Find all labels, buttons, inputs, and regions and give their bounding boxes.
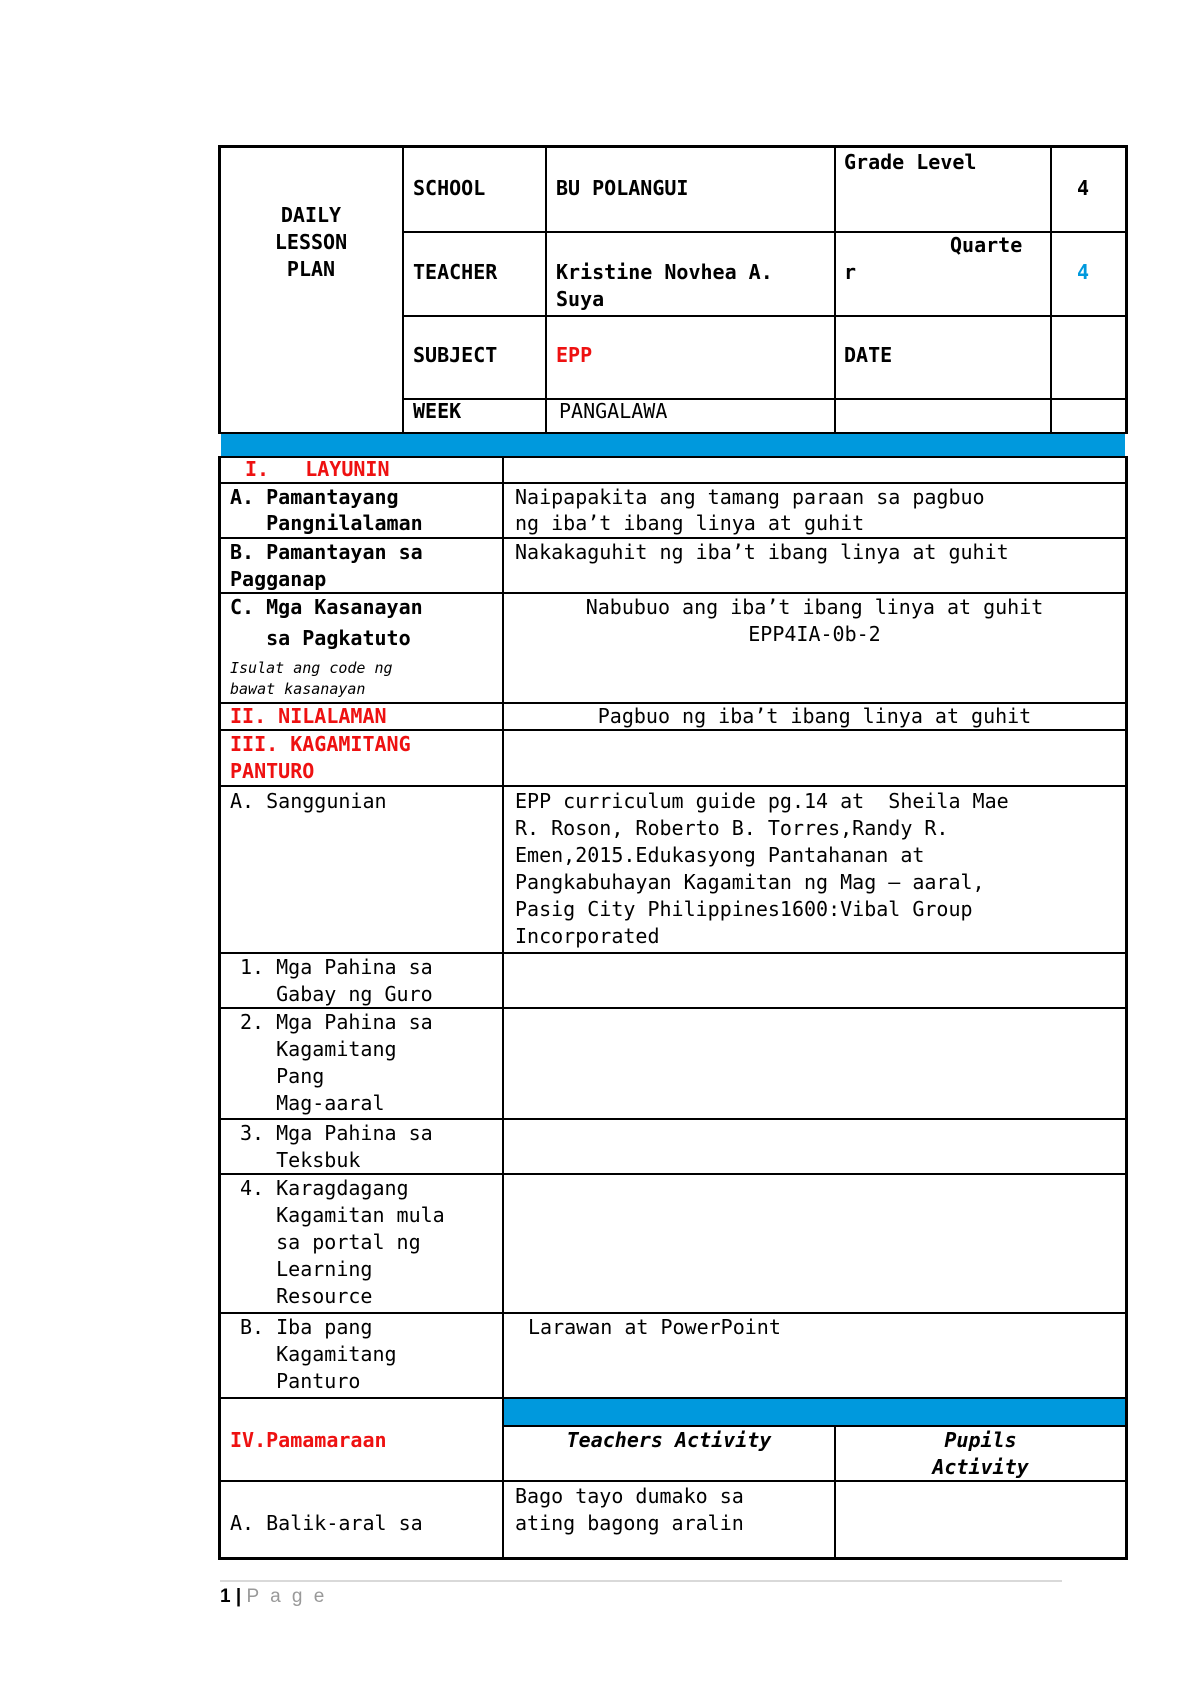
pamantayan-sa-pagganap-value: Nakakaguhit ng iba’t ibang linya at guhit	[515, 540, 1009, 564]
kasanayan-value-1: Nabubuo ang iba’t ibang linya at guhit	[585, 595, 1044, 619]
teachers-activity-header: Teachers Activity	[566, 1428, 772, 1452]
subject-label: SUBJECT	[413, 343, 498, 367]
dlp-title-line2: LESSON	[274, 230, 348, 254]
grade-level-label: Grade Level	[844, 150, 977, 174]
sanggunian-value-line: Incorporated	[515, 924, 660, 948]
dlp-title-line3: PLAN	[286, 257, 336, 281]
pamantayang-pangnilalaman-label-1: A. Pamantayang	[230, 485, 399, 509]
kagamitang-mag-aaral-label: 2. Mga Pahina sa	[240, 1010, 433, 1034]
date-label: DATE	[844, 343, 893, 367]
iba-pang-kagamitan-label: B. Iba pang	[240, 1315, 373, 1339]
sanggunian-value-line: R. Roson, Roberto B. Torres,Randy R.	[515, 816, 949, 840]
school-label: SCHOOL	[413, 176, 486, 200]
sanggunian-value-line: EPP curriculum guide pg.14 at Sheila Mae	[515, 789, 1009, 813]
sanggunian-value-line: Pasig City Philippines1600:Vibal Group	[515, 897, 973, 921]
kagamitan-heading-1: III. KAGAMITANG	[230, 732, 411, 756]
footer-separator: |	[235, 1586, 242, 1607]
kagamitang-mag-aaral-label: Mag-aaral	[240, 1091, 385, 1115]
karagdagang-kagamitan-label: Kagamitan mula	[240, 1203, 445, 1227]
layunin-heading: I. LAYUNIN	[245, 457, 390, 481]
teksbuk-label: Teksbuk	[240, 1148, 361, 1172]
teacher-value-line2: Suya	[556, 287, 605, 311]
page-footer	[220, 1586, 327, 1608]
kagamitang-mag-aaral-label: Kagamitang	[240, 1037, 397, 1061]
balik-aral-label: A. Balik-aral sa	[230, 1511, 423, 1535]
pupils-activity-header-1: Pupils	[944, 1428, 1017, 1452]
page-number: 1	[220, 1586, 231, 1607]
pamantayang-pangnilalaman-label-2: Pangnilalaman	[230, 511, 423, 535]
gabay-guro-label: Gabay ng Guro	[240, 982, 433, 1006]
karagdagang-kagamitan-label: Learning	[240, 1257, 373, 1281]
teacher-label: TEACHER	[413, 260, 498, 284]
quarter-label-line1: Quarte	[950, 233, 1023, 257]
balik-aral-value-1: Bago tayo dumako sa	[515, 1484, 744, 1508]
sanggunian-value-line: Emen,2015.Edukasyong Pantahanan at	[515, 843, 925, 867]
kagamitang-mag-aaral-label: Pang	[240, 1064, 325, 1088]
week-label: WEEK	[413, 399, 462, 423]
dlp-title-line1: DAILY	[280, 203, 342, 227]
gabay-guro-label: 1. Mga Pahina sa	[240, 955, 433, 979]
grade-level-value: 4	[1077, 176, 1090, 200]
pamantayang-pangnilalaman-value-1: Naipapakita ang tamang paraan sa pagbuo	[515, 485, 985, 509]
kasanayan-label-2: sa Pagkatuto	[230, 626, 411, 650]
quarter-value: 4	[1077, 260, 1090, 284]
pamantayan-sa-pagganap-label-1: B. Pamantayan sa	[230, 540, 423, 564]
kagamitan-heading-2: PANTURO	[230, 759, 315, 783]
kasanayan-note-1: Isulat ang code ng	[230, 659, 393, 677]
karagdagang-kagamitan-label: Resource	[240, 1284, 373, 1308]
school-value: BU POLANGUI	[556, 176, 689, 200]
karagdagang-kagamitan-label: sa portal ng	[240, 1230, 421, 1254]
pamantayang-pangnilalaman-value-2: ng iba’t ibang linya at guhit	[515, 511, 865, 535]
page-word: P a g e	[246, 1586, 328, 1607]
sanggunian-label: A. Sanggunian	[230, 789, 387, 813]
pamamaraan-heading: IV.Pamamaraan	[230, 1428, 387, 1452]
nilalaman-value: Pagbuo ng iba’t ibang linya at guhit	[597, 704, 1032, 728]
week-value: PANGALAWA	[559, 399, 668, 423]
sanggunian-value-line: Pangkabuhayan Kagamitan ng Mag – aaral,	[515, 870, 985, 894]
section-divider-band	[221, 434, 1125, 456]
teksbuk-label: 3. Mga Pahina sa	[240, 1121, 433, 1145]
footer-divider	[220, 1580, 1062, 1582]
subject-value: EPP	[556, 343, 593, 367]
quarter-label-line2: r	[844, 260, 857, 284]
nilalaman-heading: II. NILALAMAN	[230, 704, 387, 728]
pupils-activity-header-2: Activity	[932, 1455, 1029, 1479]
karagdagang-kagamitan-label: 4. Karagdagang	[240, 1176, 409, 1200]
pamantayan-sa-pagganap-label-2: Pagganap	[230, 567, 327, 591]
iba-pang-kagamitan-label: Kagamitang	[240, 1342, 397, 1366]
teacher-value-line1: Kristine Novhea A.	[556, 260, 773, 284]
kasanayan-note-2: bawat kasanayan	[230, 680, 366, 698]
iba-pang-kagamitan-label: Panturo	[240, 1369, 361, 1393]
balik-aral-value-2: ating bagong aralin	[515, 1511, 744, 1535]
iba-pang-kagamitan-value: Larawan at PowerPoint	[528, 1315, 781, 1339]
kasanayan-value-2: EPP4IA-0b-2	[748, 622, 881, 646]
kasanayan-label-1: C. Mga Kasanayan	[230, 595, 423, 619]
activity-header-band	[504, 1399, 1125, 1425]
